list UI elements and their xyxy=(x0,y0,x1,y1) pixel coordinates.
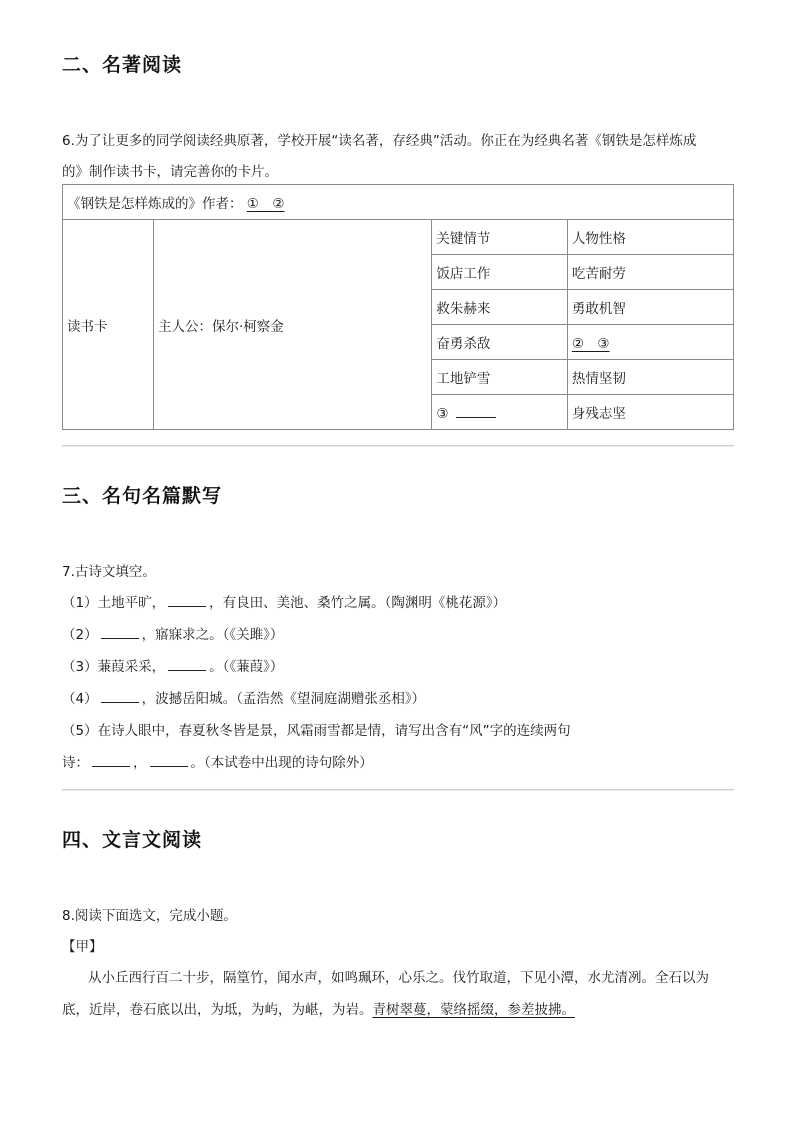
trait-cell: 勇敢机智 xyxy=(567,290,733,325)
trait-cell: 身残志坚 xyxy=(567,395,733,430)
question-8-stem: 8.阅读下面选文，完成小题。 xyxy=(62,908,237,924)
plot-cell xyxy=(432,395,567,430)
poem-item-text: ，有良田、美池、桑竹之属。（陶渊明《桃花源》） xyxy=(209,595,507,611)
poem-item-5-line-1: （5）在诗人眼中，春夏秋冬皆是景，风霜雨雪都是情，请写出含有“风”字的连续两句 xyxy=(62,723,571,739)
answer-blank[interactable] xyxy=(168,656,206,671)
poem-item-2 xyxy=(62,623,283,643)
reading-card-table xyxy=(62,184,734,430)
passage-text: 底，近岸，卷石底以出，为坻，为屿，为嵁，为岩。 xyxy=(62,1002,373,1018)
question-6-line-1: 6.为了让更多的同学阅读经典原著，学校开展“读名著，存经典”活动。你正在为经典名著《钢铁是怎样炼成 xyxy=(62,133,697,149)
section-heading-famous-books: 二、名著阅读 xyxy=(62,54,183,76)
answer-blank[interactable] xyxy=(168,592,206,607)
poem-item-text: （2） xyxy=(62,627,98,643)
poem-item-3 xyxy=(62,655,283,675)
poem-item-text: （1）土地平旷， xyxy=(62,595,166,611)
plot-cell: 救朱赫来 xyxy=(432,290,567,325)
plot-answer-label: ③ xyxy=(436,405,449,422)
section-heading-classical-reading: 四、文言文阅读 xyxy=(62,829,203,851)
trait-cell: 吃苦耐劳 xyxy=(567,255,733,290)
poem-item-5-line-2 xyxy=(62,751,373,771)
header-plot-cell: 关键情节 xyxy=(432,220,567,255)
header-trait-cell: 人物性格 xyxy=(567,220,733,255)
poem-item-text: 。（本试卷中出现的诗句除外） xyxy=(190,755,373,771)
plot-cell: 工地铲雪 xyxy=(432,360,567,395)
poem-item-text: ， xyxy=(133,755,147,771)
poem-item-text: 诗： xyxy=(62,755,89,771)
passage-line-2 xyxy=(62,998,575,1018)
card-label-cell: 读书卡 xyxy=(63,220,154,430)
trait-cell: 热情坚韧 xyxy=(567,360,733,395)
section-divider xyxy=(62,789,734,790)
card-title-text: 《钢铁是怎样炼成的》作者： xyxy=(67,196,243,212)
poem-item-4 xyxy=(62,687,425,707)
answer-blank[interactable] xyxy=(150,752,188,767)
poem-item-1 xyxy=(62,591,506,611)
poem-item-text: ，波撼岳阳城。（孟浩然《望洞庭湖赠张丞相》） xyxy=(141,691,426,707)
answer-blank[interactable] xyxy=(101,688,139,703)
underlined-passage-text: 青树翠蔓，蒙络摇缀，参差披拂。 xyxy=(372,1002,575,1018)
passage-line-1: 从小丘西行百二十步，隔篁竹，闻水声，如鸣珮环，心乐之。伐竹取道，下见小潭，水尤清冽。全石以为 xyxy=(88,970,709,986)
poem-item-text: ，寤寐求之。（《关雎》） xyxy=(141,627,284,643)
poem-item-text: 。（《蒹葭》） xyxy=(209,659,284,675)
plot-cell: 奋勇杀敌 xyxy=(432,325,567,360)
question-6-line-2: 的》制作读书卡，请完善你的卡片。 xyxy=(62,164,278,180)
section-heading-famous-quotes: 三、名句名篇默写 xyxy=(62,485,223,507)
author-answer-blank[interactable]: ① ② xyxy=(246,196,285,212)
answer-blank[interactable] xyxy=(92,752,130,767)
question-7-stem: 7.古诗文填空。 xyxy=(62,564,156,580)
plot-cell: 饭店工作 xyxy=(432,255,567,290)
answer-blank[interactable] xyxy=(101,624,139,639)
plot-answer-blank[interactable] xyxy=(456,403,496,418)
protagonist-cell: 主人公：保尔·柯察金 xyxy=(154,220,432,430)
section-divider xyxy=(62,445,734,446)
trait-answer-blank[interactable]: ② ③ xyxy=(571,336,610,352)
poem-item-text: （3）蒹葭采采， xyxy=(62,659,166,675)
poem-item-text: （4） xyxy=(62,691,98,707)
passage-label-jia: 【甲】 xyxy=(62,939,103,955)
card-title-cell xyxy=(63,185,734,220)
trait-cell xyxy=(567,325,733,360)
